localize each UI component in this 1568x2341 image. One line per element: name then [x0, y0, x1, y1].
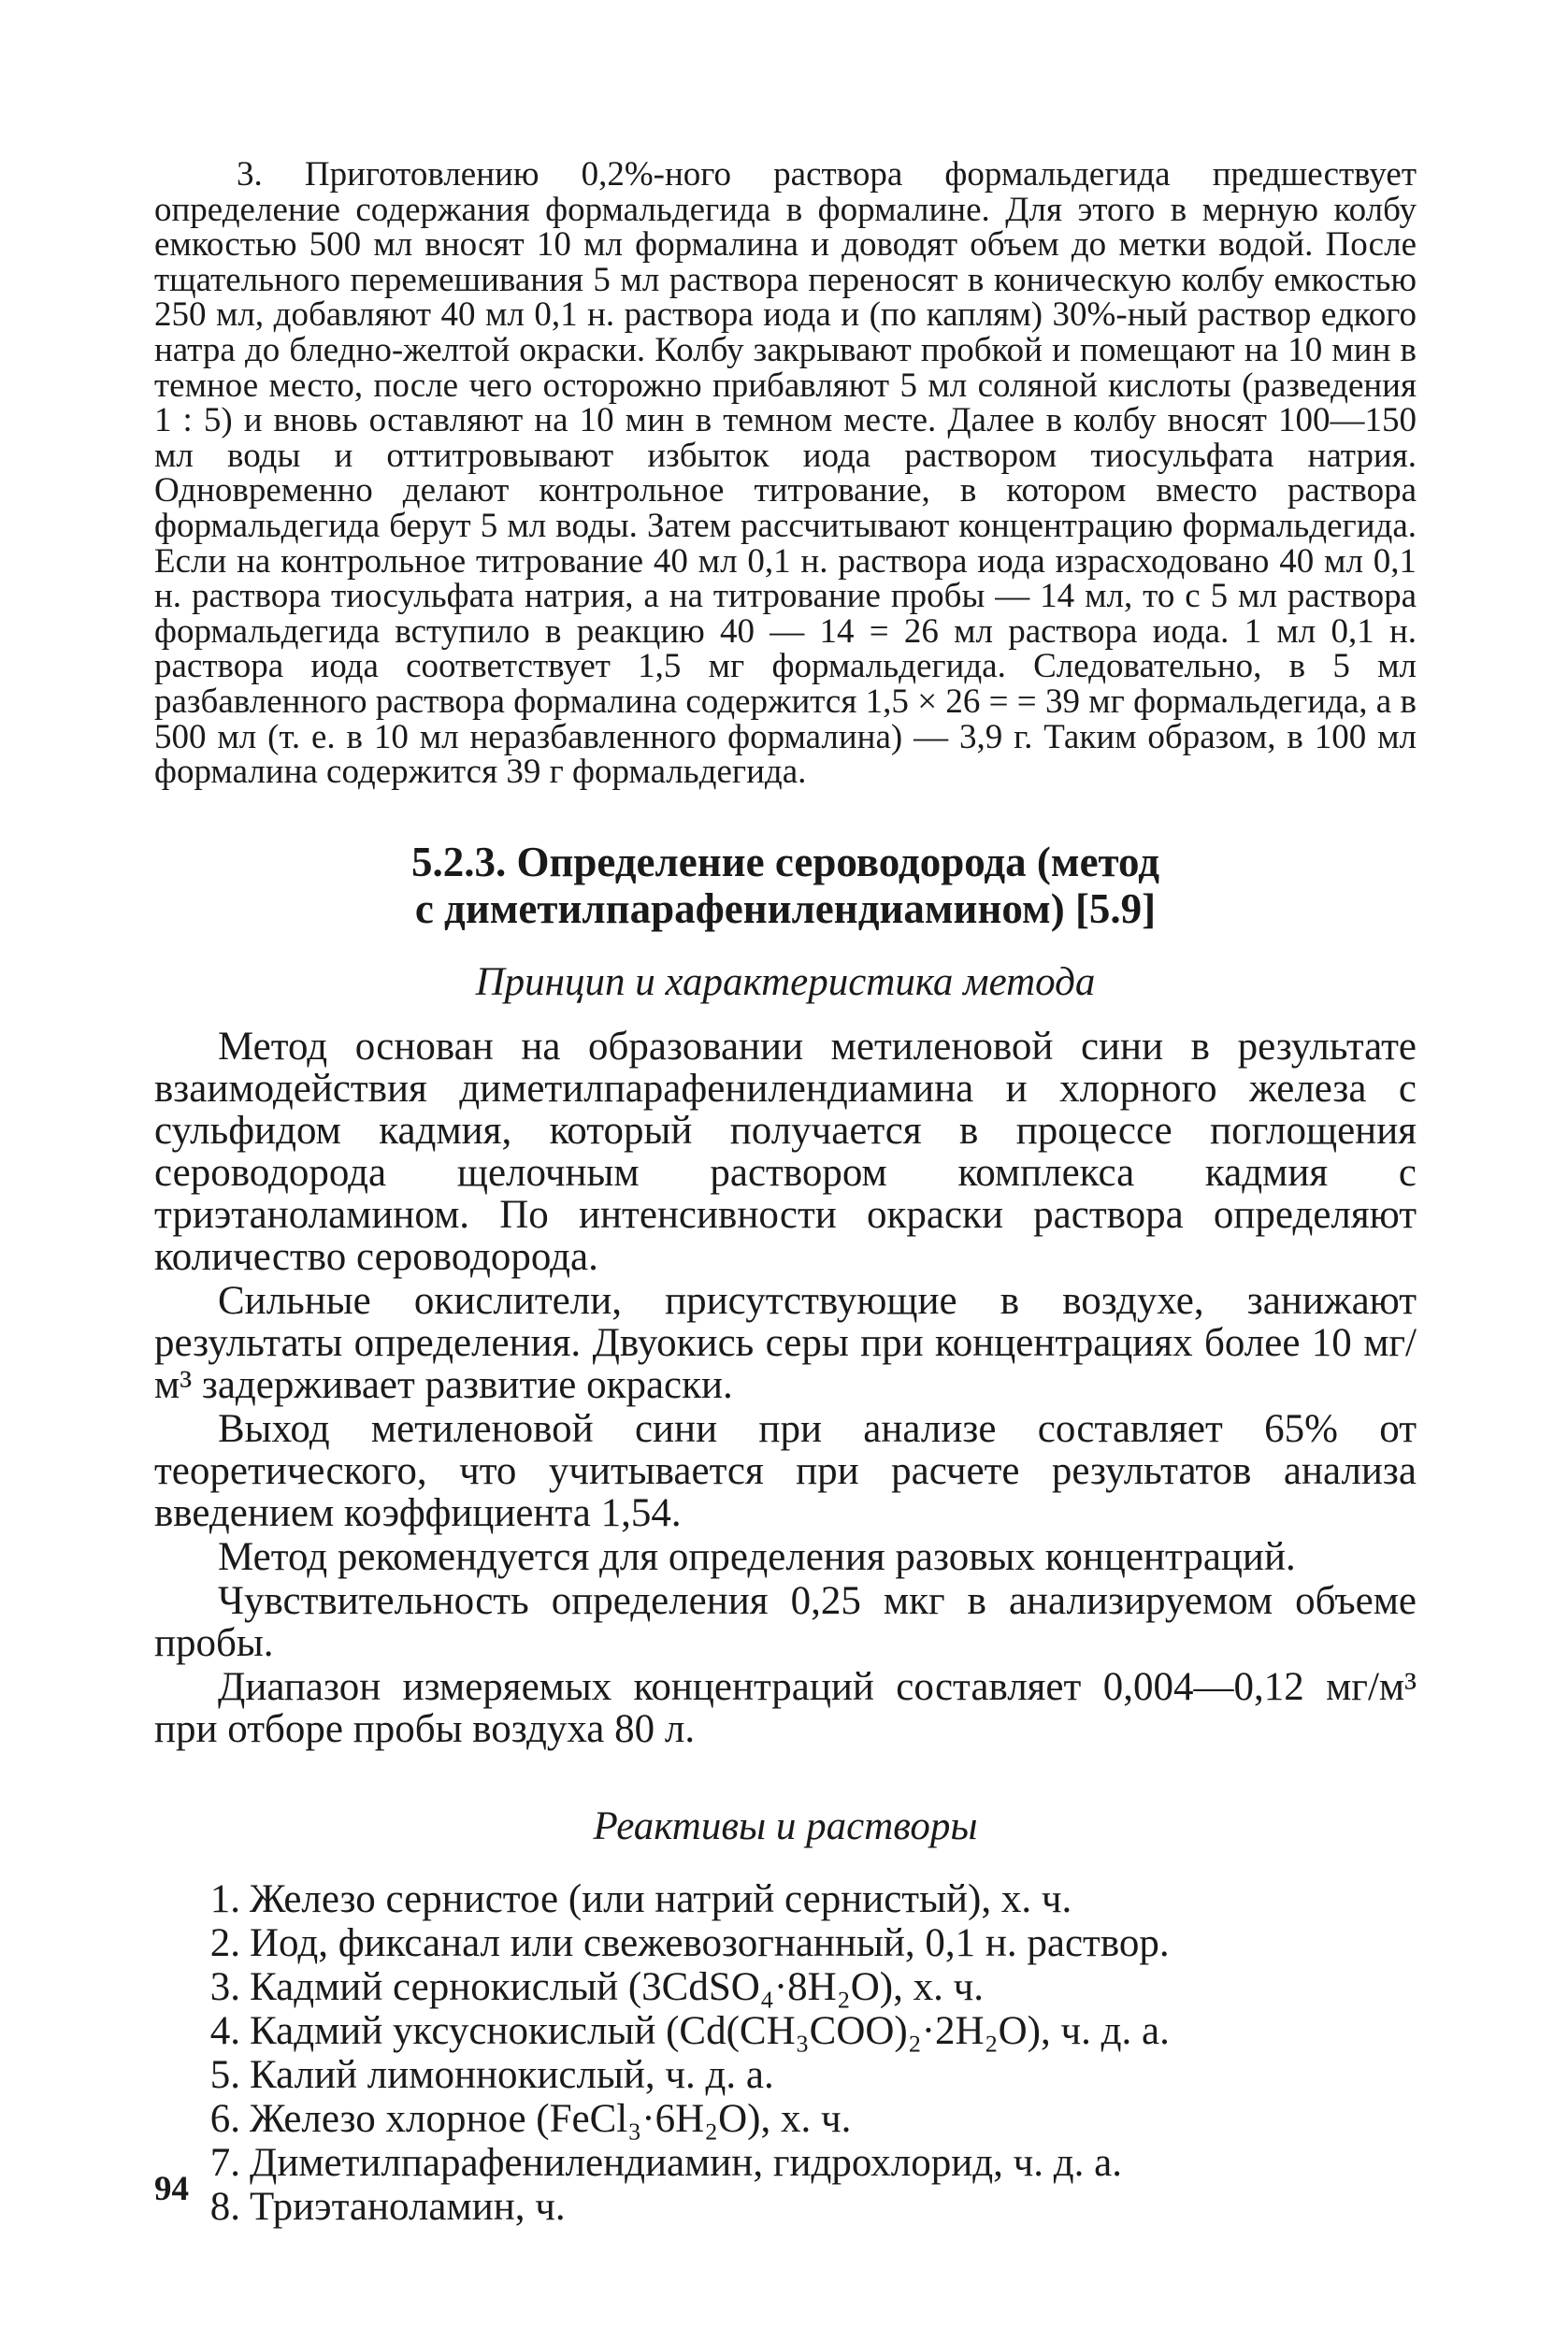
principle-heading: Принцип и характеристика метода [475, 959, 1096, 1004]
page-content [154, 157, 1417, 2229]
list-item-text: Железо хлорное (FeCl₃·6H₂O), х. ч. [250, 2096, 852, 2141]
reagents-heading: Реактивы и растворы [593, 1803, 978, 1848]
paragraph-method-basis: Метод основан на образовании метиленовой сини в результате взаимодействия диметилпарафенилендиамина и хлорного железа с сульфидом кадмия, который получается в процессе поглощения сероводорода щелочным раствором комплекса кадмия с триэтаноламином. По интенсивности окраски раствора определяют количество сероводорода. [154, 1024, 1417, 1279]
list-item-number: 1. [209, 1876, 240, 1921]
list-item [154, 1921, 1417, 1965]
list-item [154, 1965, 1417, 2009]
list-item [154, 2141, 1417, 2185]
list-item-number: 2. [209, 1920, 240, 1965]
list-item-number: 6. [209, 2096, 240, 2141]
list-item-number: 5. [209, 2052, 240, 2097]
paragraph-interference: Сильные окислители, присутствующие в воздухе, занижают результаты определения. Двуокись серы при концентрациях более 10 мг/м³ задерживает развитие окраски. [154, 1278, 1417, 1407]
section-title-line-2: с диметилпарафенилендиамином) [5.9] [414, 884, 1157, 932]
list-item-text: Кадмий уксуснокислый (Cd(CH₃COO)₂·2H₂O), ч. д. а. [250, 2008, 1170, 2053]
list-item-number: 4. [209, 2008, 240, 2053]
list-item [154, 2053, 1417, 2097]
list-item-text: Калий лимоннокислый, ч. д. а. [250, 2052, 774, 2097]
list-item-text: Триэтаноламин, ч. [250, 2184, 566, 2229]
intro-paragraph: 3. Приготовлению 0,2%-ного раствора формальдегида предшествует определение содержания формальдегида в формалине. Для этого в мерную колбу емкостью 500 мл вносят 10 мл формалина и доводят объем до метки водой. После тщательного перемешивания 5 мл раствора переносят в коническую колбу емкостью 250 мл, добавляют 40 мл 0,1 н. раствора иода и (по каплям) 30%-ный раствор едкого натра до бледно-желтой окраски. Колбу закрывают пробкой и помещают на 10 мин в темное место, после чего осторожно прибавляют 5 мл соляной кислоты (разведения 1 : 5) и вновь оставляют на 10 мин в темном месте. Далее в колбу вносят 100—150 мл воды и оттитровывают избыток иода раствором тиосульфата натрия. Одновременно делают контрольное титрование, в котором вместо раствора формальдегида берут 5 мл воды. Затем рассчитывают концентрацию формальдегида. Если на контрольное титрование 40 мл 0,1 н. раствора иода израсходовано 40 мл 0,1 н. раствора тиосульфата натрия, а на титрование пробы — 14 мл, то с 5 мл раствора формальдегида вступило в реакцию 40 — 14 = 26 мл раствора иода. 1 мл 0,1 н. раствора иода соответствует 1,5 мг формальдегида. Следовательно, в 5 мл разбавленного раствора формалина содержится 1,5 × 26 = = 39 мг формальдегида, а в 500 мл (т. е. в 10 мл неразбавленного формалина) — 3,9 г. Таким образом, в 100 мл формалина содержится 39 г формальдегида. [154, 155, 1417, 792]
list-item-text: Железо сернистое (или натрий сернистый), х. ч. [250, 1876, 1072, 1921]
reagent-list [154, 1877, 1417, 2229]
paragraph-sensitivity: Чувствительность определения 0,25 мкг в анализируемом объеме пробы. [154, 1578, 1417, 1665]
list-item [154, 2097, 1417, 2141]
section-title-line-1: 5.2.3. Определение сероводорода (метод [410, 838, 1160, 885]
list-item-number: 8. [209, 2184, 240, 2229]
list-item-text: Иод, фиксанал или свежевозогнанный, 0,1 н. раствор. [250, 1920, 1170, 1965]
list-item-text: Диметилпарафенилендиамин, гидрохлорид, ч. д. а. [250, 2140, 1122, 2185]
list-item [154, 1877, 1417, 1921]
list-item-text: Кадмий сернокислый (3CdSO₄·8H₂O), х. ч. [250, 1964, 984, 2009]
paragraph-range: Диапазон измеряемых концентраций составляет 0,004—0,12 мг/м³ при отборе пробы воздуха 80 л. [154, 1664, 1417, 1751]
paragraph-recommendation: Метод рекомендуется для определения разовых концентраций. [218, 1534, 1296, 1579]
paragraph-yield: Выход метиленовой сини при анализе составляет 65% от теоретического, что учитывается при расчете результатов анализа введением коэффициента 1,54. [154, 1406, 1417, 1535]
list-item-number: 3. [209, 1964, 240, 2009]
page-number: 94 [154, 2170, 189, 2208]
list-item [154, 2185, 1417, 2229]
section-title [154, 839, 1417, 932]
list-item [154, 2009, 1417, 2053]
list-item-number: 7. [209, 2140, 240, 2185]
